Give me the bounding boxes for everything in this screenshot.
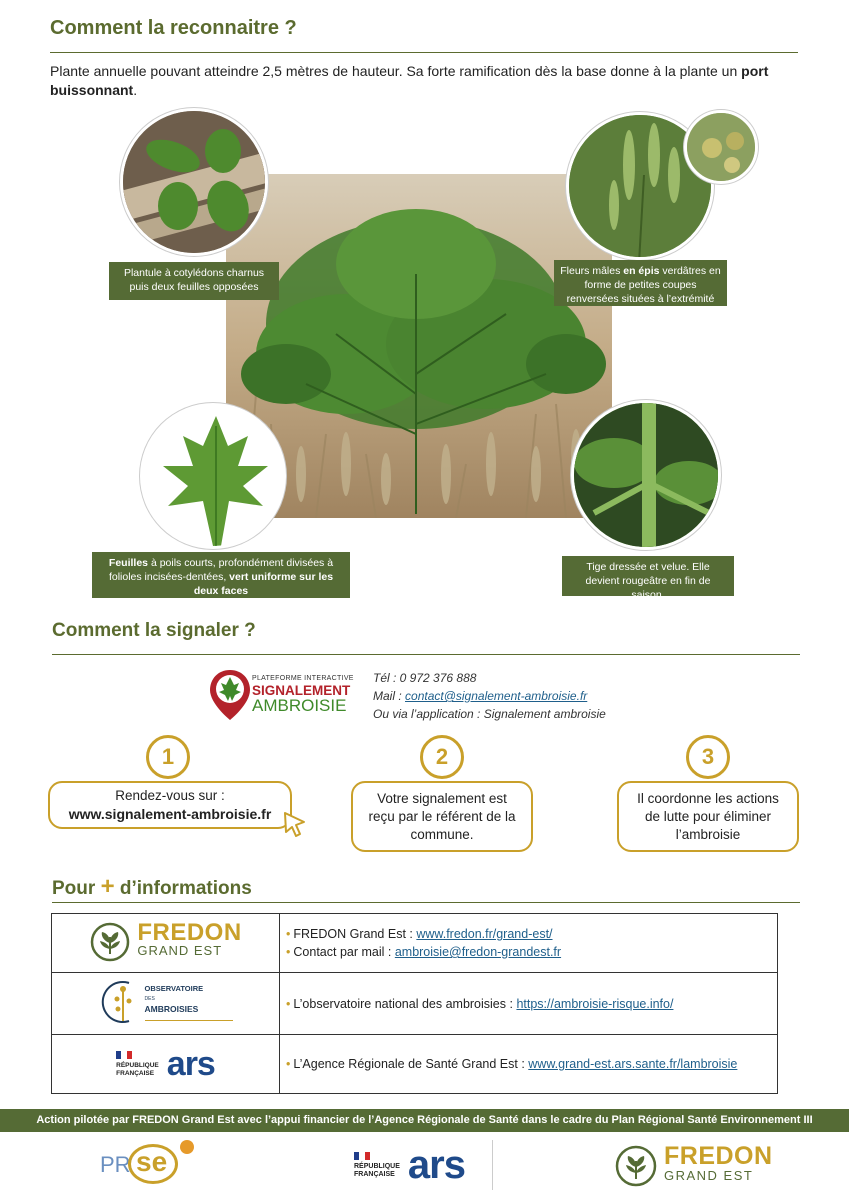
platform-line1: SIGNALEMENT <box>252 683 351 698</box>
caption-flowers-post: verdâtres en forme de petites coupes renversées situées à l’extrémité des tiges <box>566 265 721 319</box>
fredon-link[interactable]: www.fredon.fr/grand-est/ <box>416 927 553 941</box>
observatoire-small: DES <box>144 995 155 1002</box>
footer-fredon-leaf-icon <box>614 1144 658 1188</box>
fredon-logo <box>89 918 242 963</box>
footer-fredon2: GRAND EST <box>664 1168 754 1183</box>
ars-logo <box>116 1047 215 1081</box>
observatoire-plant-icon <box>99 977 141 1027</box>
caption-leaves <box>92 552 350 598</box>
step-1-number: 1 <box>146 735 190 779</box>
footer-divider <box>492 1140 493 1190</box>
observatoire-line2: AMBROISIES <box>144 1003 199 1014</box>
platform-small: PLATEFORME INTERACTIVE <box>252 675 354 682</box>
leaf-photo <box>140 403 286 549</box>
fredon-leaf-icon <box>89 921 131 963</box>
footer-flag-icon <box>354 1152 370 1160</box>
recognize-title: Comment la reconnaitre ? <box>50 17 297 39</box>
info-title-pre: Pour <box>52 878 96 899</box>
ars-info-cell: • L’Agence Régionale de Santé Grand Est : www.grand-est.ars.sante.fr/lambroisie <box>280 1035 778 1094</box>
footer-rf2: FRANÇAISE <box>354 1170 395 1178</box>
observatoire-info-cell: • L’observatoire national des ambroisies : https://ambroisie-risque.info/ <box>280 973 778 1035</box>
caption-flowers-bold: en épis <box>623 265 660 277</box>
ars-logo-cell <box>52 1035 280 1094</box>
info-table <box>51 913 778 1094</box>
rf-line2: FRANÇAISE <box>116 1069 155 1077</box>
info-title-post: d’informations <box>119 878 252 899</box>
observatoire-logo-cell <box>52 973 280 1035</box>
footer-ars-logo <box>354 1140 494 1190</box>
title-rule <box>50 52 798 53</box>
cursor-icon <box>282 810 308 838</box>
observatoire-link[interactable]: https://ambroisie-risque.info/ <box>516 996 674 1011</box>
step-3-number: 3 <box>686 735 730 779</box>
fredon-logo-line1: FREDON <box>137 918 242 946</box>
caption-seedling: Plantule à cotylédons charnus puis deux feuilles opposées <box>109 262 279 300</box>
republique-francaise-logo <box>116 1051 159 1078</box>
intro-text: Plante annuelle pouvant atteindre 2,5 mètres de hauteur. Sa forte ramification dès la base donne à la plante un <box>50 63 742 79</box>
report-rule <box>52 654 800 655</box>
rf-line1: RÉPUBLIQUE <box>116 1061 159 1069</box>
contact-mail-label: Mail : <box>373 689 406 703</box>
intro-paragraph <box>50 62 802 100</box>
flower-closeup-illustration <box>687 113 758 184</box>
caption-leaves-mid: à poils courts, profondément divisées à folioles incisées-dentées, <box>108 557 334 583</box>
info-row-ars <box>52 1035 778 1094</box>
contact-tel: Tél : 0 972 376 888 <box>373 671 477 685</box>
caption-leaves-bold1: Feuilles <box>108 557 149 569</box>
fredon-item-1: • FREDON Grand Est : www.fredon.fr/grand-est/ <box>286 927 553 941</box>
fredon-item-2-label: Contact par mail : <box>293 945 395 959</box>
step-1-box <box>48 781 292 829</box>
fredon-info-cell <box>280 914 778 973</box>
observatoire-line1: OBSERVATOIRE <box>144 983 204 993</box>
flower-closeup-photo <box>684 110 758 184</box>
info-rule <box>52 902 800 903</box>
map-pin-icon <box>208 668 252 722</box>
contact-mail-line <box>373 687 606 705</box>
stem-illustration <box>574 403 721 550</box>
prse-se: se <box>136 1146 168 1177</box>
fredon-item-1-label: FREDON Grand Est : <box>293 927 417 941</box>
intro-end: . <box>133 82 138 98</box>
contact-app: Ou via l’application : Signalement ambroisie <box>373 707 606 721</box>
signalement-ambroisie-logo <box>208 668 354 722</box>
step-1-line1: Rendez-vous sur : <box>115 788 225 803</box>
platform-line2: AMBROISIE <box>252 696 347 715</box>
seedling-illustration <box>123 111 268 256</box>
info-title <box>52 873 252 901</box>
leaf-illustration <box>143 406 286 549</box>
prse-logo <box>100 1140 210 1190</box>
step-2-number: 2 <box>420 735 464 779</box>
caption-leaves-bold2: vert uniforme sur les deux faces <box>193 571 334 597</box>
info-title-plus: + <box>100 873 115 900</box>
step-1-url[interactable]: www.signalement-ambroisie.fr <box>68 806 272 822</box>
french-flag-icon <box>116 1051 132 1059</box>
contact-block <box>373 669 606 723</box>
footer-fredon1: FREDON <box>664 1142 773 1170</box>
caption-flowers <box>554 260 727 319</box>
stem-photo <box>571 400 721 550</box>
info-row-fredon <box>52 914 778 973</box>
caption-stem: Tige dressée et velue. Elle devient rougeâtre en fin de saison. <box>562 556 734 596</box>
fredon-mail-link[interactable]: ambroisie@fredon-grandest.fr <box>394 945 562 959</box>
footer-ars-wordmark: ars <box>407 1143 465 1187</box>
observatoire-label: L’observatoire national des ambroisies : <box>293 996 517 1011</box>
info-row-observatoire <box>52 973 778 1035</box>
step-3-box: Il coordonne les actions de lutte pour éliminer l’ambroisie <box>617 781 799 852</box>
footer-fredon-logo <box>614 1142 784 1190</box>
footer-rf-logo <box>354 1152 400 1179</box>
ars-link[interactable]: www.grand-est.ars.sante.fr/lambroisie <box>528 1057 738 1071</box>
fredon-logo-line2: GRAND EST <box>137 942 223 958</box>
fredon-logo-cell <box>52 914 280 973</box>
ars-label: L’Agence Régionale de Santé Grand Est : <box>293 1057 529 1071</box>
prse-pr: PR <box>100 1152 131 1177</box>
fredon-item-2: • Contact par mail : ambroisie@fredon-grandest.fr <box>286 945 562 959</box>
observatoire-logo <box>99 977 233 1027</box>
caption-flowers-pre: Fleurs mâles <box>560 265 624 277</box>
intro-bold: port buissonnant <box>50 63 769 98</box>
contact-mail-link[interactable]: contact@signalement-ambroisie.fr <box>405 689 588 703</box>
seedling-photo <box>120 108 268 256</box>
footer-banner: Action pilotée par FREDON Grand Est avec l’appui financier de l’Agence Régionale de Santé dans le cadre du Plan Régional Santé Environnement III <box>0 1109 849 1132</box>
ars-wordmark: ars <box>166 1045 215 1083</box>
step-2-box: Votre signalement est reçu par le référent de la commune. <box>351 781 533 852</box>
report-title: Comment la signaler ? <box>52 620 256 641</box>
footer-rf1: RÉPUBLIQUE <box>354 1162 400 1170</box>
observatoire-underline <box>145 1020 233 1021</box>
